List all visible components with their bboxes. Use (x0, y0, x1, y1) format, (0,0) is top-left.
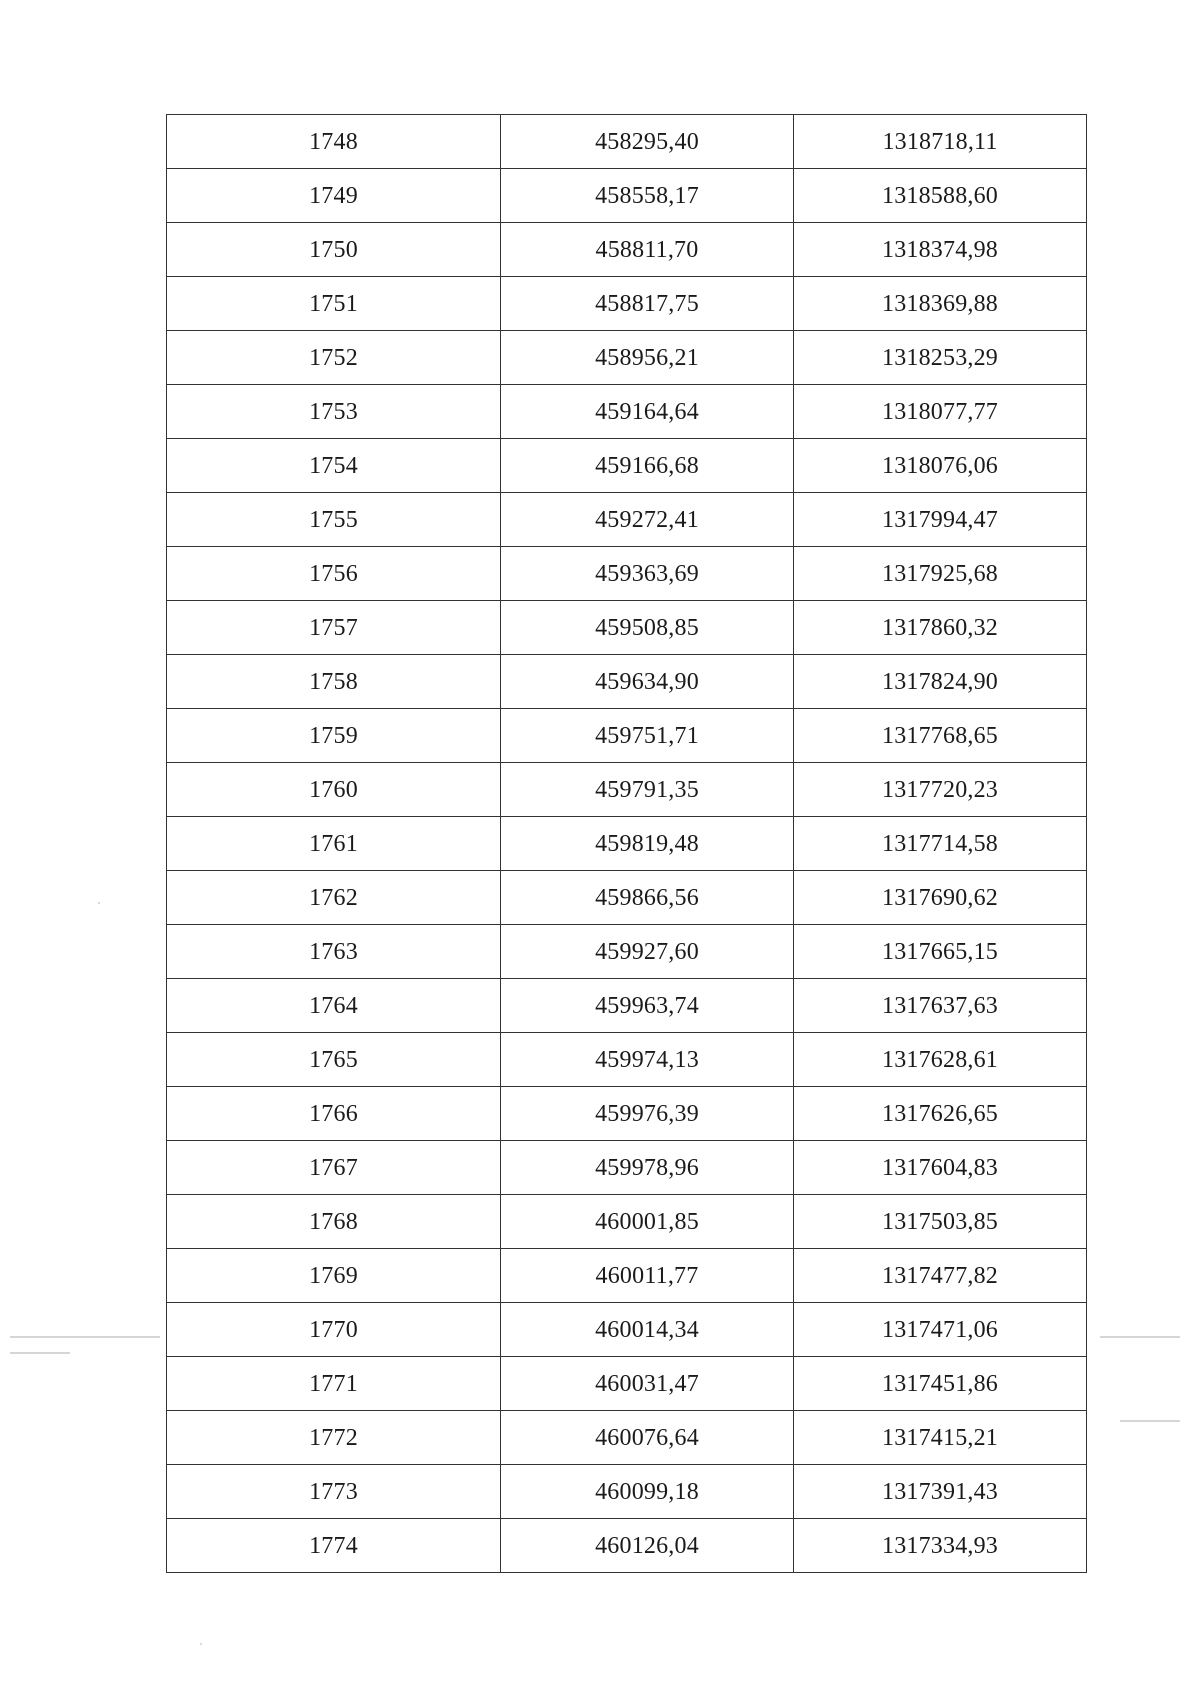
x-coordinate-cell: 459164,64 (501, 385, 794, 439)
table-row (167, 439, 1087, 493)
y-coordinate-cell: 1317824,90 (794, 655, 1087, 709)
table-row (167, 385, 1087, 439)
x-coordinate-cell: 458956,21 (501, 331, 794, 385)
y-coordinate-cell: 1317925,68 (794, 547, 1087, 601)
y-coordinate-cell: 1317415,21 (794, 1411, 1087, 1465)
y-coordinate-cell: 1318369,88 (794, 277, 1087, 331)
point-number-cell: 1769 (167, 1249, 501, 1303)
x-coordinate-cell: 460031,47 (501, 1357, 794, 1411)
point-number-cell: 1766 (167, 1087, 501, 1141)
table-row (167, 925, 1087, 979)
coordinates-table-body (167, 115, 1087, 1573)
point-number-cell: 1750 (167, 223, 501, 277)
x-coordinate-cell: 460076,64 (501, 1411, 794, 1465)
point-number-cell: 1761 (167, 817, 501, 871)
x-coordinate-cell: 459363,69 (501, 547, 794, 601)
point-number-cell: 1759 (167, 709, 501, 763)
table-row (167, 1303, 1087, 1357)
point-number-cell: 1752 (167, 331, 501, 385)
x-coordinate-cell: 458817,75 (501, 277, 794, 331)
table-row (167, 493, 1087, 547)
point-number-cell: 1763 (167, 925, 501, 979)
point-number-cell: 1772 (167, 1411, 501, 1465)
y-coordinate-cell: 1318253,29 (794, 331, 1087, 385)
x-coordinate-cell: 459819,48 (501, 817, 794, 871)
x-coordinate-cell: 459166,68 (501, 439, 794, 493)
table-row (167, 763, 1087, 817)
x-coordinate-cell: 460001,85 (501, 1195, 794, 1249)
y-coordinate-cell: 1318588,60 (794, 169, 1087, 223)
x-coordinate-cell: 459634,90 (501, 655, 794, 709)
y-coordinate-cell: 1317477,82 (794, 1249, 1087, 1303)
table-row (167, 1087, 1087, 1141)
table-row (167, 1195, 1087, 1249)
point-number-cell: 1764 (167, 979, 501, 1033)
table-row (167, 871, 1087, 925)
y-coordinate-cell: 1317626,65 (794, 1087, 1087, 1141)
table-row (167, 1249, 1087, 1303)
table-row (167, 277, 1087, 331)
x-coordinate-cell: 459751,71 (501, 709, 794, 763)
x-coordinate-cell: 459508,85 (501, 601, 794, 655)
point-number-cell: 1771 (167, 1357, 501, 1411)
point-number-cell: 1756 (167, 547, 501, 601)
y-coordinate-cell: 1317690,62 (794, 871, 1087, 925)
y-coordinate-cell: 1317604,83 (794, 1141, 1087, 1195)
y-coordinate-cell: 1317994,47 (794, 493, 1087, 547)
y-coordinate-cell: 1317334,93 (794, 1519, 1087, 1573)
table-row (167, 1033, 1087, 1087)
y-coordinate-cell: 1318076,06 (794, 439, 1087, 493)
x-coordinate-cell: 459272,41 (501, 493, 794, 547)
table-row (167, 979, 1087, 1033)
point-number-cell: 1765 (167, 1033, 501, 1087)
x-coordinate-cell: 458295,40 (501, 115, 794, 169)
point-number-cell: 1748 (167, 115, 501, 169)
y-coordinate-cell: 1317391,43 (794, 1465, 1087, 1519)
coordinates-table (166, 114, 1087, 1573)
table-row (167, 169, 1087, 223)
table-row (167, 1465, 1087, 1519)
point-number-cell: 1774 (167, 1519, 501, 1573)
table-row (167, 331, 1087, 385)
table-row (167, 1141, 1087, 1195)
y-coordinate-cell: 1318718,11 (794, 115, 1087, 169)
scan-artifact (1100, 1336, 1180, 1338)
table-row (167, 655, 1087, 709)
x-coordinate-cell: 460099,18 (501, 1465, 794, 1519)
point-number-cell: 1755 (167, 493, 501, 547)
y-coordinate-cell: 1317471,06 (794, 1303, 1087, 1357)
point-number-cell: 1757 (167, 601, 501, 655)
scan-speck (200, 1643, 202, 1645)
x-coordinate-cell: 459963,74 (501, 979, 794, 1033)
point-number-cell: 1768 (167, 1195, 501, 1249)
x-coordinate-cell: 458558,17 (501, 169, 794, 223)
x-coordinate-cell: 458811,70 (501, 223, 794, 277)
point-number-cell: 1760 (167, 763, 501, 817)
point-number-cell: 1753 (167, 385, 501, 439)
table-row (167, 817, 1087, 871)
x-coordinate-cell: 459927,60 (501, 925, 794, 979)
x-coordinate-cell: 459978,96 (501, 1141, 794, 1195)
x-coordinate-cell: 460014,34 (501, 1303, 794, 1357)
table-row (167, 601, 1087, 655)
point-number-cell: 1749 (167, 169, 501, 223)
y-coordinate-cell: 1317665,15 (794, 925, 1087, 979)
point-number-cell: 1770 (167, 1303, 501, 1357)
point-number-cell: 1767 (167, 1141, 501, 1195)
y-coordinate-cell: 1317768,65 (794, 709, 1087, 763)
table-row (167, 547, 1087, 601)
table-row (167, 1519, 1087, 1573)
scan-artifact (10, 1336, 160, 1338)
y-coordinate-cell: 1317637,63 (794, 979, 1087, 1033)
x-coordinate-cell: 460011,77 (501, 1249, 794, 1303)
y-coordinate-cell: 1317628,61 (794, 1033, 1087, 1087)
scan-artifact (1120, 1420, 1180, 1422)
table-row (167, 223, 1087, 277)
table-row (167, 1357, 1087, 1411)
scan-artifact (10, 1352, 70, 1354)
point-number-cell: 1751 (167, 277, 501, 331)
point-number-cell: 1758 (167, 655, 501, 709)
scan-speck (98, 902, 100, 904)
point-number-cell: 1762 (167, 871, 501, 925)
x-coordinate-cell: 459791,35 (501, 763, 794, 817)
y-coordinate-cell: 1317714,58 (794, 817, 1087, 871)
y-coordinate-cell: 1318374,98 (794, 223, 1087, 277)
point-number-cell: 1773 (167, 1465, 501, 1519)
table-row (167, 709, 1087, 763)
table-row (167, 115, 1087, 169)
y-coordinate-cell: 1317860,32 (794, 601, 1087, 655)
y-coordinate-cell: 1317451,86 (794, 1357, 1087, 1411)
x-coordinate-cell: 459866,56 (501, 871, 794, 925)
y-coordinate-cell: 1318077,77 (794, 385, 1087, 439)
y-coordinate-cell: 1317720,23 (794, 763, 1087, 817)
table-row (167, 1411, 1087, 1465)
x-coordinate-cell: 459976,39 (501, 1087, 794, 1141)
y-coordinate-cell: 1317503,85 (794, 1195, 1087, 1249)
x-coordinate-cell: 459974,13 (501, 1033, 794, 1087)
point-number-cell: 1754 (167, 439, 501, 493)
x-coordinate-cell: 460126,04 (501, 1519, 794, 1573)
